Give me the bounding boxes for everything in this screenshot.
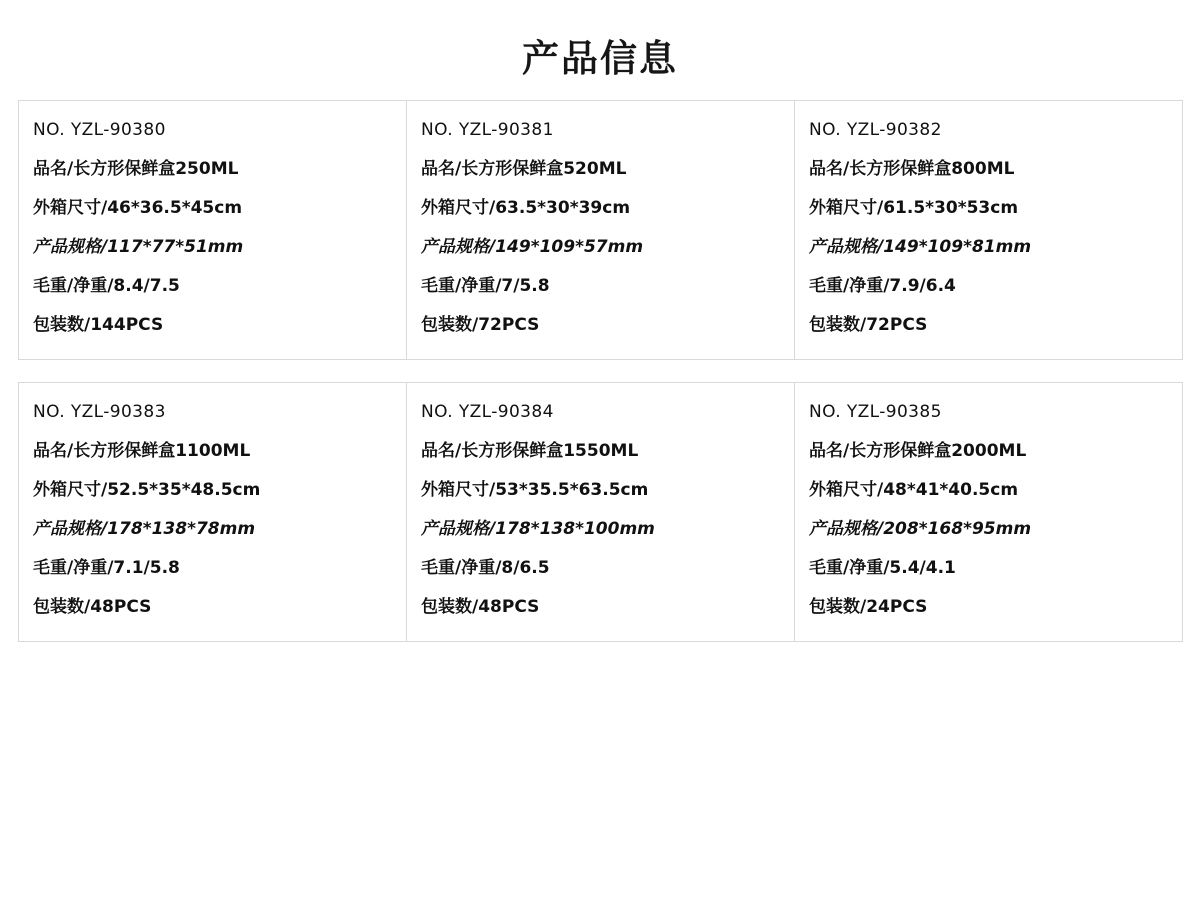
gross-net-weight: 毛重/净重/7/5.8 <box>421 276 550 296</box>
product-spec: 产品规格/178*138*78mm <box>33 519 256 539</box>
product-cell <box>19 383 407 642</box>
packing-qty: 包装数/48PCS <box>421 597 540 617</box>
carton-size: 外箱尺寸/52.5*35*48.5cm <box>33 480 261 500</box>
spec-table-wrapper <box>18 100 1182 642</box>
gross-net-weight: 毛重/净重/7.1/5.8 <box>33 558 180 578</box>
product-spec: 产品规格/178*138*100mm <box>421 519 655 539</box>
carton-size: 外箱尺寸/61.5*30*53cm <box>809 198 1019 218</box>
gross-net-weight: 毛重/净重/8/6.5 <box>421 558 550 578</box>
table-spacer-row <box>19 360 1183 383</box>
product-name: 品名/长方形保鲜盒1100ML <box>33 441 251 461</box>
product-name: 品名/长方形保鲜盒2000ML <box>809 441 1027 461</box>
carton-size: 外箱尺寸/46*36.5*45cm <box>33 198 243 218</box>
product-cell <box>795 101 1183 360</box>
product-cell <box>795 383 1183 642</box>
page-title: 产品信息 <box>522 37 678 80</box>
packing-qty: 包装数/72PCS <box>421 315 540 335</box>
product-cell <box>407 383 795 642</box>
product-no: NO. YZL-90385 <box>809 402 942 422</box>
packing-qty: 包装数/24PCS <box>809 597 928 617</box>
product-spec: 产品规格/149*109*57mm <box>421 237 644 257</box>
carton-size: 外箱尺寸/48*41*40.5cm <box>809 480 1019 500</box>
product-no: NO. YZL-90381 <box>421 120 554 140</box>
product-spec-table <box>18 100 1183 642</box>
gross-net-weight: 毛重/净重/8.4/7.5 <box>33 276 180 296</box>
product-cell <box>407 101 795 360</box>
product-no: NO. YZL-90384 <box>421 402 554 422</box>
spacer-cell <box>407 360 795 383</box>
product-name: 品名/长方形保鲜盒250ML <box>33 159 239 179</box>
table-row <box>19 383 1183 642</box>
product-no: NO. YZL-90380 <box>33 120 166 140</box>
product-name: 品名/长方形保鲜盒520ML <box>421 159 627 179</box>
carton-size: 外箱尺寸/53*35.5*63.5cm <box>421 480 649 500</box>
spacer-cell <box>795 360 1183 383</box>
gross-net-weight: 毛重/净重/5.4/4.1 <box>809 558 956 578</box>
product-spec: 产品规格/208*168*95mm <box>809 519 1032 539</box>
packing-qty: 包装数/48PCS <box>33 597 152 617</box>
gross-net-weight: 毛重/净重/7.9/6.4 <box>809 276 956 296</box>
product-cell <box>19 101 407 360</box>
product-spec: 产品规格/117*77*51mm <box>33 237 244 257</box>
product-spec: 产品规格/149*109*81mm <box>809 237 1032 257</box>
packing-qty: 包装数/72PCS <box>809 315 928 335</box>
table-row <box>19 101 1183 360</box>
product-name: 品名/长方形保鲜盒1550ML <box>421 441 639 461</box>
spacer-cell <box>19 360 407 383</box>
product-no: NO. YZL-90382 <box>809 120 942 140</box>
product-no: NO. YZL-90383 <box>33 402 166 422</box>
packing-qty: 包装数/144PCS <box>33 315 164 335</box>
product-name: 品名/长方形保鲜盒800ML <box>809 159 1015 179</box>
carton-size: 外箱尺寸/63.5*30*39cm <box>421 198 631 218</box>
